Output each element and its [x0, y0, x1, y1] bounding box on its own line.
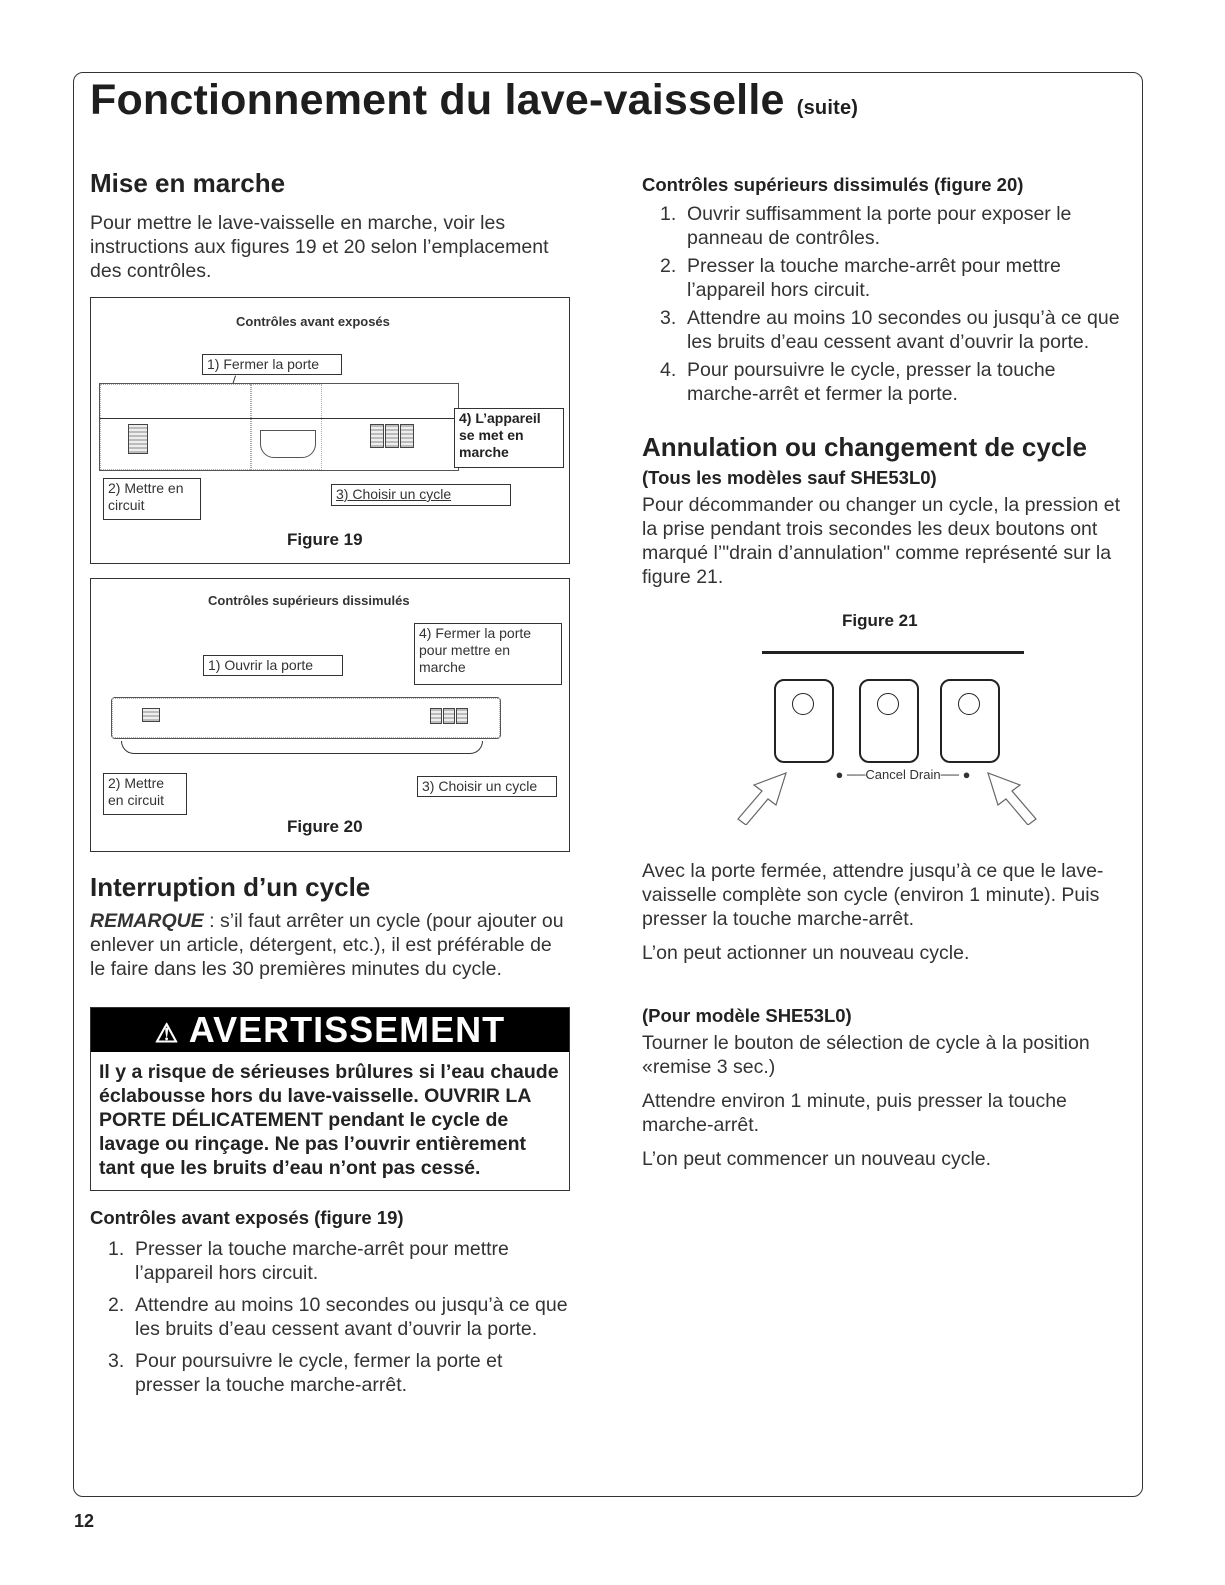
hidden-controls-steps	[642, 202, 1127, 406]
cancel-subheading: (Tous les modèles sauf SHE53L0)	[642, 467, 937, 488]
after-cancel-p2: L’on peut actionner un nouveau cycle.	[642, 942, 970, 964]
figure-19-control-panel	[99, 383, 459, 471]
left-column	[90, 168, 572, 1397]
front-controls-heading: Contrôles avant exposés (figure 19)	[90, 1207, 404, 1228]
bullet-icon: ── ●	[940, 767, 971, 782]
hidden-controls-heading: Contrôles supérieurs dissimulés (figure 20)	[642, 174, 1024, 195]
she53l0-p3: L’on peut commencer un nouveau cycle.	[642, 1148, 992, 1170]
remark-label: REMARQUE	[90, 910, 204, 932]
figure-21-button-1	[774, 679, 834, 763]
figure-20-callout-4: 4) Fermer la porte pour mettre en marche	[414, 623, 562, 685]
she53l0-p1: Tourner le bouton de sélection de cycle à la position «remise 3 sec.)	[642, 1032, 1090, 1078]
figure-21-cancel-drain-label	[794, 767, 1012, 785]
she53l0-p2: Attendre environ 1 minute, puis presser la touche marche-arrêt.	[642, 1090, 1067, 1136]
warning-header	[91, 1008, 569, 1052]
figure-20-heading: Contrôles supérieurs dissimulés	[208, 593, 410, 608]
section-heading-interruption: Interruption d’un cycle	[90, 872, 371, 902]
figure-21-caption: Figure 21	[842, 611, 918, 630]
figure-20-callout-2: 2) Mettre en circuit	[103, 773, 187, 815]
figure-19-callout-2: 2) Mettre en circuit	[103, 478, 201, 520]
figure-20	[90, 578, 570, 852]
warning-title: AVERTISSEMENT	[188, 1009, 506, 1050]
figure-19-callout-3: 3) Choisir un cycle	[331, 484, 511, 506]
section-heading-mise-en-marche: Mise en marche	[90, 168, 286, 198]
title-suffix: (suite)	[796, 97, 859, 119]
list-item: 4. Pour poursuivre le cycle, presser la touche marche-arrêt et fermer la porte.	[660, 359, 1056, 405]
remark-text: : s’il faut arrêter un cycle (pour ajouter ou enlever un article, détergent, etc.), il est préférable de le faire dans les 30 premières minutes du cycle.	[90, 910, 564, 980]
figure-20-callout-1: 1) Ouvrir la porte	[203, 655, 343, 676]
interruption-remark	[90, 909, 572, 981]
title-text: Fonctionnement du lave-vaisselle	[90, 76, 785, 124]
figure-19-callout-4: 4) L’appareil se met en marche	[454, 408, 564, 468]
figure-19-callout-1: 1) Fermer la porte	[202, 354, 342, 375]
cancel-text: Pour décommander ou changer un cycle, la pression et la prise pendant trois secondes les deux boutons ont marqué l’"drain d’annulation" comme représenté sur la figure 21.	[642, 494, 1121, 588]
warning-box	[90, 1007, 570, 1191]
figure-21-rule	[762, 651, 1024, 654]
list-item: 1. Ouvrir suffisamment la porte pour exposer le panneau de contrôles.	[660, 203, 1072, 249]
door-handle	[121, 741, 483, 754]
section-heading-cancel: Annulation ou changement de cycle	[642, 432, 1087, 462]
figure-21-button-2	[859, 679, 919, 763]
figure-20-control-panel	[111, 697, 501, 739]
figure-19	[90, 297, 570, 564]
right-press-arrow-icon	[982, 765, 1042, 825]
left-press-arrow-icon	[732, 765, 792, 825]
figure-20-caption: Figure 20	[287, 817, 363, 836]
figure-19-heading: Contrôles avant exposés	[236, 314, 390, 329]
list-item: 3. Attendre au moins 10 secondes ou jusqu’à ce que les bruits d’eau cessent avant d’ouvrir la porte.	[660, 307, 1120, 353]
bullet-icon: ● ──	[835, 767, 866, 782]
figure-21-button-3	[940, 679, 1000, 763]
list-item: 3. Pour poursuivre le cycle, fermer la porte et presser la touche marche-arrêt.	[108, 1350, 503, 1396]
figure-19-caption: Figure 19	[287, 530, 363, 549]
page-number: 12	[74, 1511, 95, 1531]
figure-20-callout-3: 3) Choisir un cycle	[417, 776, 557, 797]
figure-21	[642, 589, 1127, 857]
warning-body: Il y a risque de sérieuses brûlures si l’eau chaude éclabousse hors du lave-vaisselle. OUVRIR LA PORTE DÉLICATEMENT pendant le cycle de lavage ou rinçage. Ne pas l’ouvrir entièrement tant que les bruits d’eau n’ont pas cessé.	[99, 1061, 559, 1179]
list-item: 1. Presser la touche marche-arrêt pour mettre l’appareil hors circuit.	[108, 1238, 509, 1284]
page-title	[90, 76, 858, 125]
front-controls-steps	[90, 1237, 572, 1397]
she53l0-heading: (Pour modèle SHE53L0)	[642, 1005, 852, 1026]
list-item: 2. Attendre au moins 10 secondes ou jusqu’à ce que les bruits d’eau cessent avant d’ouvrir la porte.	[108, 1294, 568, 1340]
warning-triangle-icon: ⚠	[154, 1018, 180, 1048]
list-item: 2. Presser la touche marche-arrêt pour mettre l’appareil hors circuit.	[660, 255, 1061, 301]
cancel-drain-text: Cancel Drain	[865, 767, 941, 782]
mise-en-marche-intro: Pour mettre le lave-vaisselle en marche, voir les instructions aux figures 19 et 20 selon l’emplacement des contrôles.	[90, 212, 549, 282]
right-column	[642, 174, 1127, 1171]
after-cancel-p1: Avec la porte fermée, attendre jusqu’à ce que le lave-vaisselle complète son cycle (environ 1 minute). Puis presser la touche marche-arrêt.	[642, 860, 1104, 930]
